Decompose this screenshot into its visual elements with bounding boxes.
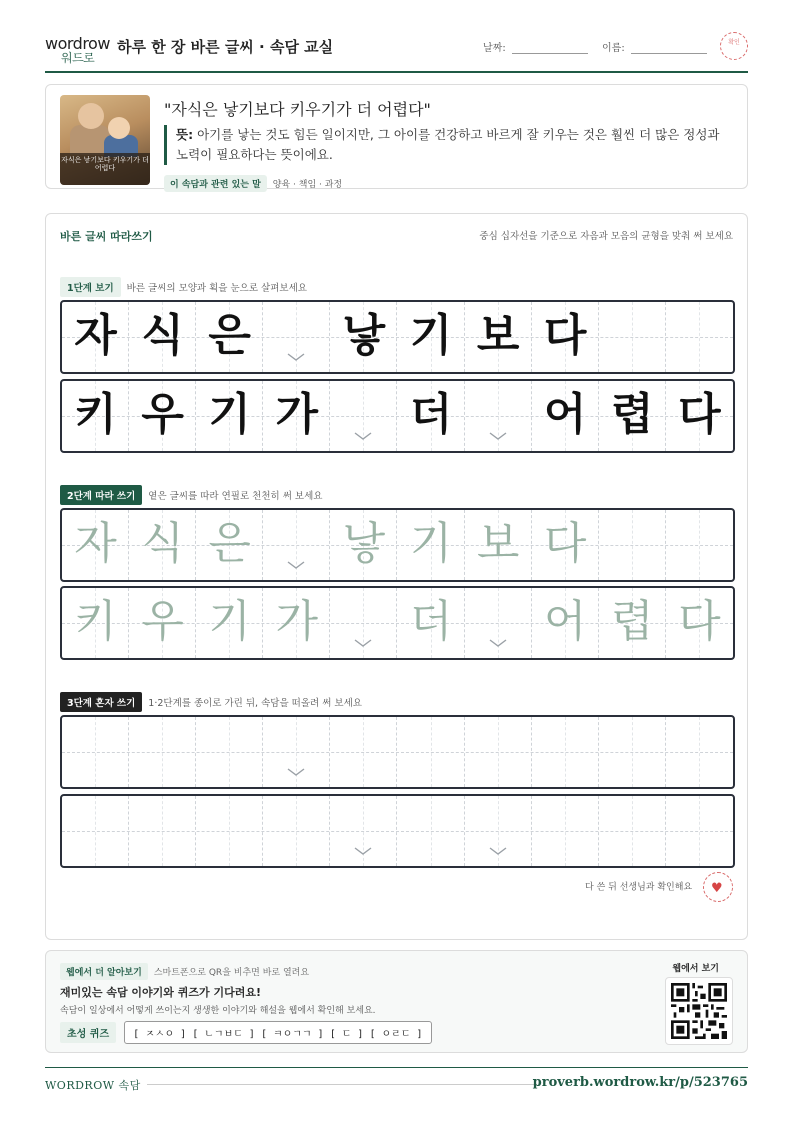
grid-vertical-guide — [431, 796, 432, 866]
grid-cell[interactable] — [62, 510, 129, 580]
practice-character: 낳 — [342, 518, 386, 569]
practice-character: 더 — [409, 389, 453, 440]
practice-title: 바른 글씨 따라쓰기 — [60, 230, 153, 243]
qr-code-graphic — [671, 983, 727, 1039]
practice-character: 기 — [208, 596, 251, 647]
chosung-quiz — [60, 1021, 432, 1044]
grid-cell — [599, 381, 666, 451]
practice-character: 우 — [141, 596, 184, 647]
grid-vertical-guide — [699, 796, 700, 866]
teacher-check-text: 다 쓴 뒤 선생님과 확인해요 — [585, 882, 693, 893]
practice-character: 다 — [678, 389, 721, 440]
grid-vertical-guide — [498, 717, 499, 787]
name-line — [631, 44, 707, 54]
practice-character: 기 — [409, 310, 453, 361]
step3-row-1[interactable] — [60, 715, 735, 789]
step2-badge: 2단계 따라 쓰기 — [60, 485, 142, 505]
grid-cell[interactable] — [330, 510, 397, 580]
grid-cell[interactable] — [330, 796, 397, 866]
practice-character: 다 — [543, 518, 587, 569]
practice-character: 키 — [74, 389, 117, 440]
date-label: 날짜: — [483, 43, 506, 54]
space-mark-icon — [287, 560, 305, 570]
space-mark-icon — [287, 767, 305, 777]
practice-character: 렵 — [611, 389, 654, 440]
step1-badge: 1단계 보기 — [60, 277, 121, 297]
grid-cell[interactable] — [465, 717, 532, 787]
grid-cell[interactable] — [532, 796, 599, 866]
grid-cell[interactable] — [599, 717, 666, 787]
practice-character: 자 — [74, 310, 117, 361]
grid-cell — [330, 302, 397, 372]
grid-cell — [398, 302, 465, 372]
grid-cell — [196, 302, 263, 372]
logo-text: wordrow — [45, 34, 110, 53]
grid-cell — [129, 302, 196, 372]
practice-section — [45, 213, 748, 940]
grid-cell[interactable] — [129, 510, 196, 580]
name-label: 이름: — [602, 43, 625, 54]
related-label: 이 속담과 관련 있는 말 — [164, 175, 267, 192]
name-field[interactable] — [602, 39, 707, 54]
practice-character: 보 — [476, 518, 520, 569]
teacher-check — [585, 872, 733, 902]
grid-vertical-guide — [632, 302, 633, 372]
seal-text: 확인 — [728, 39, 740, 46]
grid-cell[interactable] — [129, 717, 196, 787]
grid-cell[interactable] — [129, 588, 196, 658]
footer-divider — [147, 1084, 537, 1085]
practice-character: 우 — [141, 389, 184, 440]
step1-desc: 바른 글씨의 모양과 획을 눈으로 살펴보세요 — [126, 283, 307, 294]
grid-cell[interactable] — [398, 588, 465, 658]
space-mark-icon — [354, 431, 372, 441]
step3-badge: 3단계 혼자 쓰기 — [60, 692, 142, 712]
grid-cell — [666, 381, 733, 451]
grid-cell — [398, 381, 465, 451]
grid-cell[interactable] — [666, 717, 733, 787]
grid-vertical-guide — [229, 717, 230, 787]
meaning-label: 뜻: — [176, 127, 194, 142]
date-field[interactable] — [483, 39, 588, 54]
practice-character: 어 — [543, 389, 587, 440]
web-badge — [60, 963, 309, 980]
grid-vertical-guide — [565, 796, 566, 866]
grid-vertical-guide — [632, 717, 633, 787]
illustration-caption — [60, 153, 150, 185]
web-headline: 재미있는 속담 이야기와 퀴즈가 기다려요! — [60, 986, 261, 999]
check-seal-icon — [720, 32, 748, 60]
grid-cell — [263, 381, 330, 451]
grid-cell[interactable] — [599, 796, 666, 866]
grid-cell[interactable] — [398, 717, 465, 787]
grid-cell[interactable] — [263, 510, 330, 580]
grid-cell — [532, 381, 599, 451]
practice-character: 다 — [543, 310, 587, 361]
grid-vertical-guide — [632, 796, 633, 866]
practice-character: 자 — [74, 518, 117, 569]
practice-character: 가 — [275, 596, 319, 647]
space-mark-icon — [354, 638, 372, 648]
step2-desc: 옅은 글씨를 따라 연필로 천천히 써 보세요 — [148, 491, 323, 502]
space-mark-icon — [489, 638, 507, 648]
web-badge-hint: 스마트폰으로 QR을 비추면 바로 열려요 — [153, 968, 310, 978]
grid-cell[interactable] — [196, 588, 263, 658]
grid-vertical-guide — [699, 302, 700, 372]
qr-label: 웹에서 보기 — [672, 964, 719, 974]
wordrow-logo — [45, 34, 110, 65]
related-words — [164, 175, 342, 192]
page-header — [45, 28, 748, 73]
grid-cell[interactable] — [196, 796, 263, 866]
web-badge-label: 웹에서 더 알아보기 — [60, 963, 148, 980]
step1-label — [60, 277, 307, 297]
proverb-card — [45, 84, 748, 189]
heart-seal-icon — [703, 872, 733, 902]
web-info-box — [45, 950, 748, 1053]
grid-cell — [465, 302, 532, 372]
practice-character: 키 — [74, 596, 117, 647]
child-head — [108, 117, 130, 139]
grid-vertical-guide — [95, 717, 96, 787]
grid-cell[interactable] — [465, 510, 532, 580]
practice-character: 렵 — [611, 596, 654, 647]
space-mark-icon — [354, 846, 372, 856]
footer-url[interactable]: proverb.wordrow.kr/p/523765 — [532, 1075, 748, 1090]
grid-cell[interactable] — [62, 588, 129, 658]
grid-cell — [62, 381, 129, 451]
footer-brand: WORDROW 속담 — [45, 1079, 141, 1092]
step2-label — [60, 485, 322, 505]
practice-character: 어 — [543, 596, 587, 647]
grid-cell[interactable] — [398, 510, 465, 580]
quiz-label: 초성 퀴즈 — [60, 1022, 116, 1043]
related-words-text: 양육 · 책임 · 과정 — [272, 180, 343, 190]
parent-head — [78, 103, 104, 129]
grid-vertical-guide — [296, 796, 297, 866]
practice-character: 보 — [476, 310, 520, 361]
grid-vertical-guide — [363, 717, 364, 787]
grid-vertical-guide — [699, 510, 700, 580]
grid-vertical-guide — [229, 796, 230, 866]
grid-vertical-guide — [162, 717, 163, 787]
date-line — [512, 44, 588, 54]
space-mark-icon — [489, 846, 507, 856]
step3-desc: 1·2단계를 종이로 가린 뒤, 속담을 떠올려 써 보세요 — [148, 698, 362, 709]
step3-row-2[interactable] — [60, 794, 735, 868]
grid-cell[interactable] — [62, 717, 129, 787]
grid-cell[interactable] — [263, 588, 330, 658]
qr-code-icon[interactable] — [665, 977, 733, 1045]
practice-character: 낳 — [342, 310, 386, 361]
practice-character: 더 — [409, 596, 453, 647]
practice-character: 다 — [678, 596, 721, 647]
practice-character: 식 — [141, 310, 184, 361]
grid-cell[interactable] — [330, 717, 397, 787]
step1-row-2 — [60, 379, 735, 453]
proverb-title: "자식은 낳기보다 키우기가 더 어렵다" — [164, 100, 431, 119]
heart-icon: ♥ — [711, 881, 723, 896]
grid-vertical-guide — [699, 717, 700, 787]
grid-cell — [666, 302, 733, 372]
grid-cell[interactable] — [666, 588, 733, 658]
practice-character: 은 — [208, 310, 251, 361]
grid-cell — [465, 381, 532, 451]
grid-cell[interactable] — [532, 510, 599, 580]
grid-cell[interactable] — [263, 796, 330, 866]
grid-cell — [263, 302, 330, 372]
worksheet-title: 하루 한 장 바른 글씨 · 속담 교실 — [117, 38, 334, 56]
quiz-answer: [ ㅈㅅㅇ ] [ ㄴㄱㅂㄷ ] [ ㅋㅇㄱㄱ ] [ ㄷ ] [ ㅇㄹㄷ ] — [124, 1021, 431, 1044]
grid-cell[interactable] — [330, 588, 397, 658]
practice-character: 가 — [275, 389, 319, 440]
step3-label — [60, 692, 362, 712]
grid-cell — [129, 381, 196, 451]
grid-vertical-guide — [632, 510, 633, 580]
step2-row-2[interactable] — [60, 586, 735, 660]
grid-cell[interactable] — [666, 510, 733, 580]
practice-character: 식 — [141, 518, 184, 569]
grid-cell[interactable] — [599, 588, 666, 658]
proverb-illustration — [60, 95, 150, 185]
logo-sub-text: 워드로 — [61, 51, 95, 65]
proverb-meaning — [164, 125, 734, 165]
grid-vertical-guide — [565, 717, 566, 787]
grid-vertical-guide — [162, 796, 163, 866]
practice-character: 은 — [208, 518, 251, 569]
grid-cell[interactable] — [465, 588, 532, 658]
grid-cell[interactable] — [263, 717, 330, 787]
practice-character: 기 — [208, 389, 251, 440]
grid-cell[interactable] — [62, 796, 129, 866]
grid-cell[interactable] — [599, 510, 666, 580]
grid-cell[interactable] — [196, 717, 263, 787]
web-desc: 속담이 일상에서 어떻게 쓰이는지 생생한 이야기와 해설을 웹에서 확인해 보세요. — [60, 1006, 376, 1016]
meaning-text: 아기를 낳는 것도 힘든 일이지만, 그 아이를 건강하고 바르게 잘 키우는 것은 훨씬 더 많은 정성과 노력이 필요하다는 뜻이에요. — [176, 127, 720, 162]
practice-hint: 중심 십자선을 기준으로 자음과 모음의 균형을 맞춰 써 보세요 — [479, 231, 733, 242]
grid-cell — [62, 302, 129, 372]
grid-cell[interactable] — [129, 796, 196, 866]
grid-cell — [330, 381, 397, 451]
grid-cell — [599, 302, 666, 372]
grid-vertical-guide — [431, 717, 432, 787]
grid-cell[interactable] — [666, 796, 733, 866]
grid-cell[interactable] — [465, 796, 532, 866]
grid-cell[interactable] — [532, 717, 599, 787]
grid-cell[interactable] — [398, 796, 465, 866]
grid-cell[interactable] — [196, 510, 263, 580]
grid-cell — [532, 302, 599, 372]
space-mark-icon — [489, 431, 507, 441]
page-footer — [45, 1067, 748, 1097]
grid-cell[interactable] — [532, 588, 599, 658]
step2-row-1[interactable] — [60, 508, 735, 582]
space-mark-icon — [287, 352, 305, 362]
grid-vertical-guide — [95, 796, 96, 866]
step1-row-1 — [60, 300, 735, 374]
grid-cell — [196, 381, 263, 451]
practice-character: 기 — [409, 518, 453, 569]
caption-text: 자식은 낳기보다 키우기가 더 어렵다 — [61, 156, 149, 173]
